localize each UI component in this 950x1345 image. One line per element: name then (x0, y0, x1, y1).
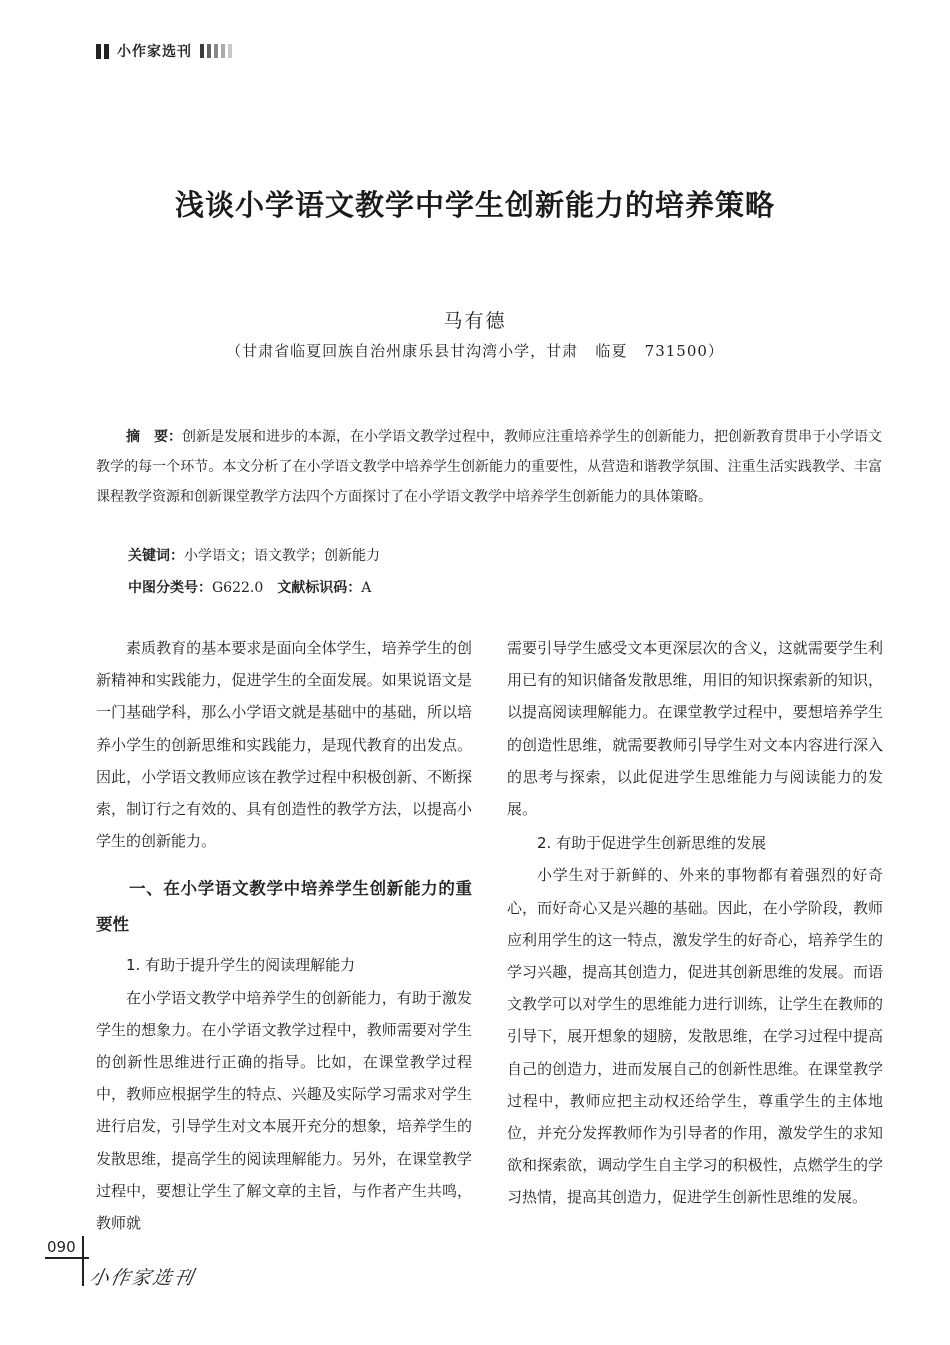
header-bars-left (96, 44, 109, 59)
keywords-label: 关键词： (128, 548, 184, 564)
intro-paragraph: 素质教育的基本要求是面向全体学生，培养学生的创新精神和实践能力，促进学生的全面发展。如果说语文是一门基础学科，那么小学语文就是基础中的基础，所以培养小学生的创新思维和实践能力，是现代教育的出发点。因此，小学语文教师应该在教学过程中积极创新、不断探索，制订行之有效的、具有创造性的教学方法，以提高小学生的创新能力。 (96, 639, 472, 851)
footer-vertical-rule (82, 1236, 84, 1286)
abstract-text: 创新是发展和进步的本源，在小学语文教学过程中，教师应注重培养学生的创新能力，把创新教育贯串于小学语文教学的每一个环节。本文分析了在小学语文教学中培养学生创新能力的重要性，从营造和谐教学氛围、注重生活实践教学、丰富课程教学资源和创新课堂教学方法四个方面探讨了在小学语文教学中培养学生创新能力的具体策略。 (96, 429, 882, 505)
author-name: 马有德 (443, 310, 507, 332)
subsection1-paragraph: 在小学语文教学中培养学生的创新能力，有助于激发学生的想象力。在小学语文教学过程中，教师需要对学生的创新性思维进行正确的指导。比如，在课堂教学过程中，教师应根据学生的特点、兴趣及实际学习需求对学生进行启发，引导学生对文本展开充分的想象，培养学生的发散思维，提高学生的阅读理解能力。另外，在课堂教学过程中，要想让学生了解文章的主旨，与作者产生共鸣，教师就 (96, 988, 472, 1233)
subsection1-paragraph-continued: 需要引导学生感受文本更深层次的含义，这就需要学生利用已有的知识储备发散思维，用旧的知识探索新的知识，以提高阅读理解能力。在课堂教学过程中，要想培养学生的创造性思维，就需要教师引导学生对文本内容进行深入的思考与探索，以此促进学生思维能力与阅读能力的发展。 (507, 639, 883, 819)
journal-name: 小作家选刊 (117, 44, 192, 60)
keywords-line (128, 545, 380, 565)
classification-line (128, 577, 371, 597)
doc-code-label: 文献标识码： (277, 580, 362, 596)
body-column-right (507, 632, 883, 1214)
abstract (96, 422, 882, 512)
body-column-left (96, 632, 472, 1239)
footer-logo: 小作家选刊 (87, 1267, 197, 1289)
running-head (96, 41, 232, 61)
abstract-label: 摘 要： (126, 429, 182, 445)
subsection1-heading: 1. 有助于提升学生的阅读理解能力 (126, 956, 356, 975)
clc-label: 中图分类号： (128, 580, 212, 596)
clc-value: G622.0 (212, 580, 264, 596)
doc-code-value: A (361, 580, 372, 596)
header-bars-right (200, 44, 232, 58)
page-number: 090 (47, 1238, 76, 1256)
subsection2-heading: 2. 有助于促进学生创新思维的发展 (537, 834, 767, 853)
subsection2-paragraph: 小学生对于新鲜的、外来的事物都有着强烈的好奇心，而好奇心又是兴趣的基础。因此，在小学阶段，教师应利用学生的这一特点，激发学生的好奇心，培养学生的学习兴趣，提高其创造力，促进其创新思维的发展。而语文教学可以对学生的思维能力进行训练，让学生在教师的引导下，展开想象的翅膀，发散思维，在学习过程中提高自己的创造力，进而发展自己的创新性思维。在课堂教学过程中，教师应把主动权还给学生，尊重学生的主体地位，并充分发挥教师作为引导者的作用，激发学生的求知欲和探索欲，调动学生自主学习的积极性，点燃学生的学习热情，提高其创造力，促进学生创新性思维的发展。 (507, 866, 883, 1207)
keywords-text: 小学语文；语文教学；创新能力 (184, 548, 380, 564)
author-affiliation: （甘肃省临夏回族自治州康乐县甘沟湾小学，甘肃 临夏 731500） (226, 342, 724, 360)
article-title: 浅谈小学语文教学中学生创新能力的培养策略 (174, 188, 775, 222)
section1-heading: 一、在小学语文教学中培养学生创新能力的重要性 (96, 879, 472, 935)
